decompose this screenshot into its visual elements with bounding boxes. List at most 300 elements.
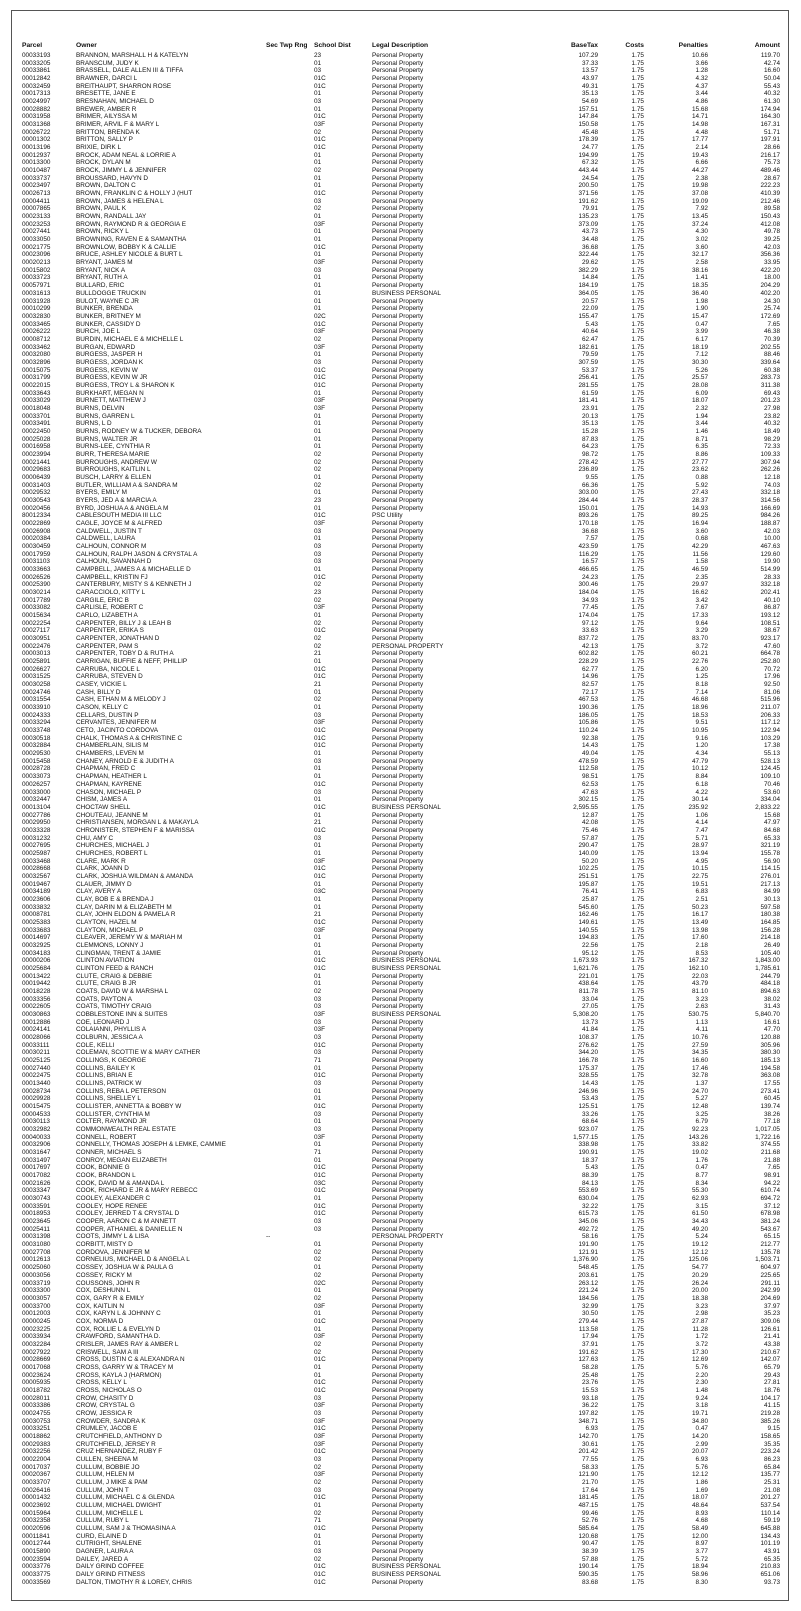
cell-parcel: 00018862 [22, 1432, 51, 1440]
cell-amount: 25.31 [764, 1478, 780, 1486]
cell-parcel: 00032284 [22, 1340, 51, 1348]
cell-legal-description: Personal Property [372, 1340, 424, 1348]
cell-legal-description: Personal Property [372, 1080, 424, 1088]
cell-base-tax: 37.33 [582, 59, 598, 67]
cell-school-dist: 01 [314, 980, 322, 988]
cell-sec-twp-rng [266, 1049, 312, 1057]
cell-costs: 1.75 [631, 1294, 644, 1302]
cell-amount: 202.41 [760, 589, 780, 597]
cell-costs: 1.75 [631, 82, 644, 90]
cell-legal-description: Personal Property [372, 1325, 424, 1333]
cell-legal-description: Personal Property [372, 612, 424, 620]
table-row [22, 589, 780, 597]
cell-penalties: 13.94 [692, 849, 708, 857]
table-row [22, 1464, 780, 1472]
cell-owner: BURGESS, TROY L & SHARON K [76, 381, 175, 389]
cell-penalties: 5.72 [695, 1555, 708, 1563]
table-row [22, 712, 780, 720]
cell-owner: CHANEY, ARNOLD E & JUDITH A [76, 757, 174, 765]
cell-amount: 164.30 [760, 113, 780, 121]
cell-parcel: 00003057 [22, 1294, 51, 1302]
cell-parcel: 00013422 [22, 972, 51, 980]
table-row [22, 1487, 780, 1495]
cell-base-tax: 9.55 [585, 473, 598, 481]
cell-base-tax: 36.22 [582, 1402, 598, 1410]
cell-school-dist: 03F [314, 259, 326, 267]
cell-school-dist: 01C [314, 826, 326, 834]
table-row [22, 1095, 780, 1103]
cell-costs: 1.75 [631, 957, 644, 965]
cell-legal-description: Personal Property [372, 834, 424, 842]
table-row [22, 643, 780, 651]
cell-parcel: 00033082 [22, 604, 51, 612]
cell-sec-twp-rng [266, 520, 312, 528]
cell-costs: 1.75 [631, 780, 644, 788]
cell-sec-twp-rng [266, 1349, 312, 1357]
cell-base-tax: 66.36 [582, 481, 598, 489]
cell-penalties: 6.17 [695, 335, 708, 343]
cell-penalties: 10.76 [692, 1034, 708, 1041]
cell-penalties: 14.71 [692, 113, 708, 121]
cell-penalties: 50.23 [692, 903, 708, 911]
cell-legal-description: Personal Property [372, 734, 424, 742]
cell-owner: COOLEY, ALEXANDER C [76, 1195, 151, 1203]
cell-owner: COOPER, ATHANIEL & DANIELLE N [76, 1225, 183, 1233]
cell-parcel: 00020596 [22, 1525, 51, 1532]
cell-amount: 47.70 [764, 1026, 780, 1034]
cell-owner: CLEAVER, JEREMY W & MARIAH M [76, 934, 183, 942]
cell-legal-description: Personal Property [372, 842, 424, 850]
cell-penalties: 10.12 [692, 765, 708, 773]
cell-legal-description: Personal Property [372, 1110, 424, 1118]
cell-sec-twp-rng [266, 957, 312, 965]
cell-sec-twp-rng [266, 612, 312, 620]
table-row [22, 512, 780, 520]
cell-legal-description: Personal Property [372, 1264, 424, 1272]
cell-amount: 37.12 [764, 1202, 780, 1210]
cell-sec-twp-rng [266, 865, 312, 873]
cell-owner: CULLUM, HELEN M [76, 1471, 135, 1479]
cell-costs: 1.75 [631, 358, 644, 366]
cell-school-dist: 01C [314, 144, 326, 152]
cell-costs: 1.75 [631, 1417, 644, 1425]
cell-amount: 202.55 [760, 343, 780, 351]
cell-penalties: 8.86 [695, 450, 708, 458]
cell-penalties: 28.37 [692, 496, 708, 504]
cell-school-dist: 01C [314, 780, 326, 788]
cell-parcel: 00017697 [22, 1164, 51, 1172]
cell-penalties: 8.84 [695, 773, 708, 781]
cell-amount: 114.15 [760, 865, 780, 873]
table-row [22, 796, 780, 804]
cell-costs: 1.75 [631, 113, 644, 121]
cell-school-dist: 01 [314, 658, 322, 666]
cell-parcel: 00032358 [22, 1517, 51, 1525]
cell-base-tax: 1,577.15 [573, 1133, 598, 1141]
cell-sec-twp-rng [266, 681, 312, 689]
cell-penalties: 30.30 [692, 358, 708, 366]
cell-legal-description: Personal Property [372, 1218, 424, 1226]
cell-owner: BROWN, RICKY L [76, 228, 129, 236]
cell-penalties: 37.08 [692, 190, 708, 198]
cell-parcel: 00008781 [22, 911, 51, 919]
cell-owner: BUTLER, WILLIAM A & SANDRA M [76, 481, 178, 489]
cell-legal-description: Personal Property [372, 1402, 424, 1410]
cell-penalties: 20.29 [692, 1271, 708, 1279]
table-row [22, 1042, 780, 1050]
cell-amount: 305.96 [760, 1041, 780, 1049]
cell-penalties: 17.30 [692, 1348, 708, 1356]
cell-costs: 1.75 [631, 1548, 644, 1556]
cell-school-dist: 02 [314, 1463, 322, 1471]
cell-legal-description: Personal Property [372, 1064, 424, 1072]
cell-owner: COOK, RICHARD E JR & MARY REBECC [76, 1187, 198, 1195]
table-row [22, 321, 780, 329]
cell-penalties: 34.80 [692, 1417, 708, 1425]
cell-base-tax: 21.70 [582, 1478, 598, 1486]
cell-parcel: 00028066 [22, 1034, 51, 1041]
cell-penalties: 125.06 [688, 1256, 708, 1264]
column-header-owner: Owner [76, 42, 97, 49]
cell-parcel: 00033663 [22, 566, 51, 574]
cell-penalties: 143.26 [688, 1133, 708, 1141]
cell-school-dist: 01C [314, 374, 326, 382]
cell-amount: 356.36 [760, 251, 780, 259]
cell-costs: 1.75 [631, 949, 644, 957]
cell-costs: 1.75 [631, 259, 644, 267]
cell-amount: 211.68 [760, 1149, 780, 1157]
cell-penalties: 3.72 [695, 642, 708, 650]
cell-penalties: 19.71 [692, 1409, 708, 1417]
cell-penalties: 2.35 [695, 573, 708, 581]
cell-owner: BUNKER, CASSIDY D [76, 320, 141, 328]
cell-penalties: 5.92 [695, 481, 708, 489]
cell-penalties: 1.37 [695, 1080, 708, 1088]
cell-sec-twp-rng [266, 52, 312, 60]
cell-penalties: 530.75 [688, 1010, 708, 1018]
cell-amount: 16.61 [764, 1018, 780, 1026]
cell-costs: 1.75 [631, 67, 644, 75]
cell-base-tax: 281.55 [578, 381, 598, 389]
cell-base-tax: 184.56 [578, 1294, 598, 1302]
cell-sec-twp-rng [266, 1548, 312, 1556]
cell-sec-twp-rng [266, 159, 312, 167]
cell-owner: COOLEY, JERRED T & CRYSTAL D [76, 1210, 180, 1218]
table-row [22, 75, 780, 83]
cell-sec-twp-rng [266, 1517, 312, 1525]
table-row [22, 1111, 780, 1119]
cell-legal-description: Personal Property [372, 473, 424, 481]
cell-amount: 489.46 [760, 167, 780, 175]
table-row [22, 689, 780, 697]
cell-legal-description: Personal Property [372, 174, 424, 182]
cell-costs: 1.75 [631, 404, 644, 412]
cell-costs: 1.75 [631, 612, 644, 620]
table-row [22, 259, 780, 267]
cell-sec-twp-rng [266, 658, 312, 666]
cell-parcel: 00023253 [22, 220, 51, 228]
cell-costs: 1.75 [631, 757, 644, 765]
cell-sec-twp-rng [266, 758, 312, 766]
cell-base-tax: 35.13 [582, 420, 598, 428]
cell-penalties: 46.59 [692, 566, 708, 574]
cell-owner: COX, KAITLIN N [76, 1302, 124, 1310]
cell-parcel: 00023225 [22, 1325, 51, 1333]
table-row [22, 996, 780, 1004]
cell-penalties: 2.38 [695, 174, 708, 182]
table-row [22, 459, 780, 467]
cell-owner: CLINGMAN, TRENT & JAMIE [76, 949, 161, 957]
cell-penalties: 5.27 [695, 1095, 708, 1103]
table-row [22, 1349, 780, 1357]
cell-owner: CLARK, JOANN D [76, 865, 129, 873]
cell-legal-description: Personal Property [372, 849, 424, 857]
cell-owner: COOLEY, HOPE RENEE [76, 1202, 148, 1210]
cell-parcel: 00001302 [22, 136, 51, 144]
table-row [22, 482, 780, 490]
cell-school-dist: 01 [314, 412, 322, 420]
cell-penalties: 49.20 [692, 1225, 708, 1233]
cell-amount: 645.88 [760, 1525, 780, 1532]
cell-penalties: 89.25 [692, 512, 708, 520]
cell-school-dist: 02 [314, 205, 322, 213]
cell-owner: CLAUER, JIMMY D [76, 880, 132, 888]
cell-parcel: 00031103 [22, 558, 50, 566]
table-row [22, 1510, 780, 1518]
cell-penalties: 0.47 [695, 1425, 708, 1433]
cell-owner: CRAWFORD, SAMANTHA D. [76, 1333, 161, 1341]
cell-base-tax: 99.46 [582, 1509, 598, 1517]
table-row [22, 136, 780, 144]
table-row [22, 566, 780, 574]
cell-penalties: 7.14 [695, 688, 708, 696]
cell-penalties: 37.24 [692, 220, 708, 228]
cell-legal-description: Personal Property [372, 1509, 424, 1517]
table-row [22, 113, 780, 121]
cell-owner: BROWNING, RAVEN E & SAMANTHA [76, 236, 187, 244]
cell-base-tax: 90.47 [582, 1540, 598, 1548]
table-row [22, 581, 780, 589]
cell-sec-twp-rng [266, 1540, 312, 1548]
cell-owner: BRIMER, AILYSSA M [76, 113, 137, 121]
table-row [22, 129, 780, 137]
cell-sec-twp-rng [266, 1095, 312, 1103]
cell-school-dist: 01 [314, 90, 322, 98]
cell-legal-description: Personal Property [372, 1241, 424, 1249]
table-row [22, 1410, 780, 1418]
cell-school-dist: 03F [314, 857, 326, 865]
cell-sec-twp-rng [266, 1579, 312, 1587]
cell-sec-twp-rng [266, 1471, 312, 1479]
cell-parcel: 00028734 [22, 1087, 51, 1095]
table-row [22, 382, 780, 390]
cell-penalties: 14.20 [692, 1432, 708, 1440]
cell-amount: 385.26 [760, 1417, 780, 1425]
cell-sec-twp-rng [266, 1019, 312, 1027]
cell-costs: 1.75 [631, 842, 644, 850]
cell-parcel: 00033591 [22, 1202, 51, 1210]
table-row [22, 313, 780, 321]
cell-sec-twp-rng [266, 1402, 312, 1410]
cell-costs: 1.75 [631, 849, 644, 857]
cell-base-tax: 178.39 [578, 136, 598, 144]
cell-owner: BRANNON, MARSHALL H & KATELYN [76, 52, 189, 59]
cell-amount: 139.74 [760, 1103, 780, 1111]
table-row [22, 1065, 780, 1073]
cell-legal-description: Personal Property [372, 711, 424, 719]
cell-amount: 10.00 [764, 535, 780, 543]
cell-penalties: 1.98 [695, 297, 708, 305]
cell-costs: 1.75 [631, 1064, 644, 1072]
cell-sec-twp-rng [266, 1318, 312, 1326]
cell-sec-twp-rng [266, 673, 312, 681]
cell-base-tax: 423.59 [578, 543, 598, 550]
cell-costs: 1.75 [631, 1195, 644, 1203]
cell-penalties: 18.53 [692, 711, 708, 719]
cell-amount: 84.68 [764, 826, 780, 834]
cell-amount: 38.67 [764, 627, 780, 635]
cell-school-dist: 03F [314, 1417, 326, 1425]
cell-sec-twp-rng [266, 1272, 312, 1280]
column-header-base-tax: BaseTax [570, 42, 598, 49]
cell-owner: CARPENTER, ERIKA S [76, 627, 144, 635]
cell-costs: 1.75 [631, 604, 644, 612]
cell-school-dist: 02 [314, 1256, 322, 1264]
cell-legal-description: Personal Property [372, 1363, 424, 1371]
cell-penalties: 18.38 [692, 1294, 708, 1302]
cell-owner: BURNETT, MATTHEW J [76, 397, 146, 405]
cell-costs: 1.75 [631, 1103, 644, 1111]
cell-costs: 1.75 [631, 803, 644, 811]
cell-amount: 59.19 [764, 1517, 780, 1525]
cell-costs: 1.75 [631, 1517, 644, 1525]
cell-parcel: 00013196 [22, 144, 51, 152]
cell-penalties: 8.97 [695, 1540, 708, 1548]
cell-legal-description: Personal Property [372, 995, 424, 1003]
cell-parcel: 00033701 [22, 412, 51, 420]
cell-costs: 1.75 [631, 167, 644, 175]
cell-school-dist: 01C [314, 803, 326, 811]
cell-school-dist: 03F [314, 1440, 326, 1448]
cell-base-tax: 630.04 [578, 1195, 598, 1203]
cell-owner: BRIMER, ARVIL F & MARY L [76, 121, 160, 129]
cell-school-dist: 01 [314, 1540, 322, 1548]
cell-penalties: 8.93 [695, 1509, 708, 1517]
cell-sec-twp-rng [266, 305, 312, 313]
cell-base-tax: 200.50 [578, 182, 598, 190]
table-row [22, 781, 780, 789]
cell-sec-twp-rng [266, 950, 312, 958]
cell-penalties: 6.09 [695, 389, 708, 397]
cell-costs: 1.75 [631, 220, 644, 228]
cell-parcel: 00027440 [22, 1064, 51, 1072]
cell-sec-twp-rng [266, 804, 312, 812]
cell-costs: 1.75 [631, 458, 644, 466]
cell-school-dist: 01C [314, 1210, 326, 1218]
cell-base-tax: 108.37 [578, 1034, 598, 1041]
cell-amount: 204.69 [760, 1294, 780, 1302]
table-row [22, 765, 780, 773]
cell-parcel: 00032884 [22, 742, 51, 750]
cell-base-tax: 438.64 [578, 980, 598, 988]
cell-school-dist: 03F [314, 328, 326, 336]
table-row [22, 1479, 780, 1487]
cell-parcel: 00007865 [22, 205, 51, 213]
cell-amount: 197.91 [760, 136, 780, 144]
table-row [22, 121, 780, 129]
cell-costs: 1.75 [631, 658, 644, 666]
cell-parcel: 00020213 [22, 259, 51, 267]
table-row [22, 658, 780, 666]
cell-costs: 1.75 [631, 136, 644, 144]
cell-legal-description: BUSINESS PERSONAL [372, 1010, 441, 1018]
cell-amount: 7.65 [767, 320, 780, 328]
cell-parcel: 00023994 [22, 450, 51, 458]
cell-base-tax: 35.13 [582, 90, 598, 98]
cell-school-dist: 03 [314, 1018, 322, 1026]
cell-costs: 1.75 [631, 573, 644, 581]
cell-legal-description: Personal Property [372, 1041, 424, 1049]
cell-costs: 1.75 [631, 1563, 644, 1571]
cell-parcel: 00029530 [22, 750, 51, 758]
cell-owner: BUNKER, BRENDA [76, 305, 133, 313]
cell-penalties: 54.77 [692, 1264, 708, 1272]
cell-sec-twp-rng [266, 1326, 312, 1334]
cell-amount: 42.03 [764, 243, 780, 251]
cell-base-tax: 79.91 [582, 205, 598, 213]
cell-owner: CORNELIUS, MICHAEL D & ANGELA L [76, 1256, 190, 1264]
cell-base-tax: 140.55 [578, 926, 598, 934]
cell-legal-description: Personal Property [372, 1417, 424, 1425]
cell-amount: 321.19 [760, 842, 780, 850]
cell-school-dist: 01 [314, 151, 322, 159]
cell-base-tax: 150.58 [578, 121, 598, 129]
cell-base-tax: 348.71 [578, 1417, 598, 1425]
table-row [22, 244, 780, 252]
cell-sec-twp-rng [266, 1149, 312, 1157]
cell-school-dist: 01 [314, 566, 322, 574]
cell-penalties: 30.14 [692, 796, 708, 804]
cell-parcel: 00033861 [22, 67, 51, 75]
cell-school-dist: 02 [314, 458, 322, 466]
cell-costs: 1.75 [631, 1501, 644, 1509]
cell-school-dist: 03 [314, 788, 322, 796]
table-row [22, 1241, 780, 1249]
cell-parcel: 00023606 [22, 895, 51, 903]
cell-penalties: 81.10 [692, 987, 708, 995]
cell-costs: 1.75 [631, 1532, 644, 1540]
table-row [22, 927, 780, 935]
cell-legal-description: Personal Property [372, 596, 424, 604]
cell-legal-description: Personal Property [372, 496, 424, 504]
page-border-frame [11, 10, 789, 1601]
cell-costs: 1.75 [631, 427, 644, 435]
cell-penalties: 5.76 [695, 1463, 708, 1471]
cell-costs: 1.75 [631, 243, 644, 251]
cell-owner: CHAMBERLAIN, SILIS M [76, 742, 149, 750]
table-row [22, 950, 780, 958]
cell-legal-description: Personal Property [372, 903, 424, 911]
cell-sec-twp-rng [266, 1180, 312, 1188]
table-row [22, 1533, 780, 1541]
cell-amount: 12.18 [764, 473, 780, 481]
cell-base-tax: 190.91 [578, 1149, 598, 1157]
cell-school-dist: 01C [314, 1448, 326, 1456]
cell-sec-twp-rng [266, 1441, 312, 1449]
cell-costs: 1.75 [631, 1034, 644, 1041]
cell-penalties: 6.79 [695, 1118, 708, 1126]
cell-parcel: 00006439 [22, 473, 51, 481]
